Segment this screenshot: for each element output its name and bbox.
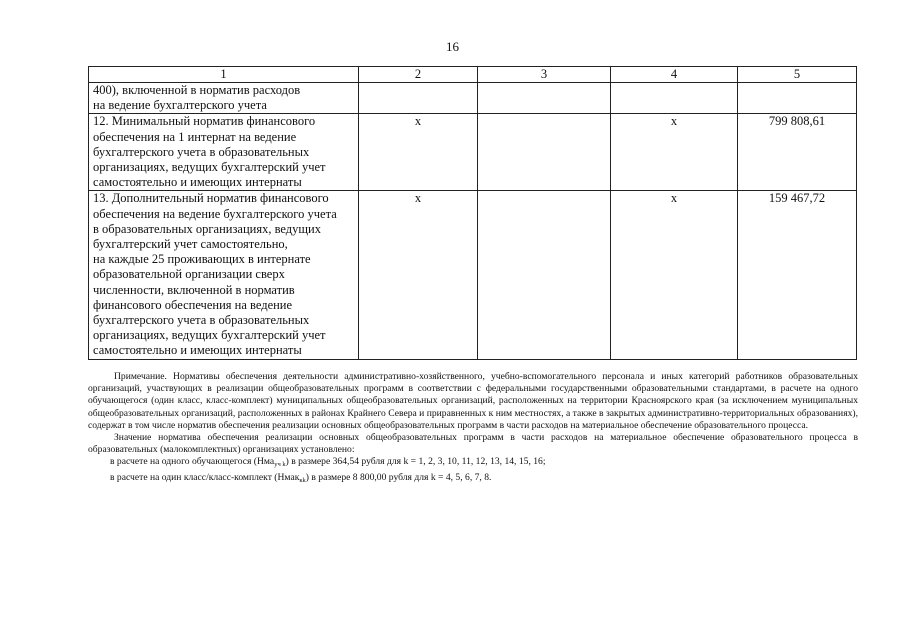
rate-text: в расчете на один класс/класс-комплект (Нмак xyxy=(110,471,300,483)
description-line: обеспечения на 1 интернат на ведение xyxy=(93,129,297,144)
header-col-5: 5 xyxy=(738,67,857,83)
cell-col-2 xyxy=(359,83,478,114)
cell-col-4: х xyxy=(611,191,738,359)
note-paragraph: Примечание. Нормативы обеспечения деятельности административно-хозяйственного, учебно-вспомогательного персонала и иных категорий работников образовательных организаций, участвующих в реализации общеобразовательных программ в соответствии с федеральными государственными образовательными стандартами, в расчете на одного обучающегося (один класс, класс-комплект) муниципальных общеобразовательных организаций, расположенных на территории Красноярского края (за исключением муниципальных общеобразовательных организаций, расположенных в районах Крайнего Севера и приравненных к ним местностях, а также в закрытых административно-территориальных образованиях), содержат в том числе норматив обеспечения реализации основных общеобразовательных программ в части расходов на материальное обеспечение образовательного процесса. xyxy=(88,371,858,431)
cell-col-5: 799 808,61 xyxy=(738,114,857,191)
cell-col-2: х xyxy=(359,114,478,191)
description-line: бухгалтерского учета в образовательных xyxy=(93,144,310,159)
row-description xyxy=(89,114,359,191)
description-line: 12. Минимальный норматив финансового xyxy=(93,114,316,129)
cell-col-5 xyxy=(738,83,857,114)
cell-col-5: 159 467,72 xyxy=(738,191,857,359)
description-line: организациях, ведущих бухгалтерский учет xyxy=(93,328,326,343)
header-col-4: 4 xyxy=(611,67,738,83)
rate-text: ) в размере 8 800,00 рубля для k = 4, 5, 6, 7, 8. xyxy=(305,471,492,483)
description-line: в образовательных организациях, ведущих xyxy=(93,221,321,236)
rate-subscript: уч k xyxy=(274,461,286,469)
table-header-row xyxy=(89,67,857,83)
header-col-2: 2 xyxy=(359,67,478,83)
cell-col-3 xyxy=(478,83,611,114)
norm-table xyxy=(88,66,857,360)
header-col-3: 3 xyxy=(478,67,611,83)
rate-subscript: кk xyxy=(299,476,306,484)
description-line: самостоятельно и имеющих интернаты xyxy=(93,175,302,190)
description-line: организациях, ведущих бухгалтерский учет xyxy=(93,160,326,175)
page-number: 16 xyxy=(446,39,459,54)
cell-col-4 xyxy=(611,83,738,114)
rate-text: ) в размере 364,54 рубля для k = 1, 2, 3, 10, 11, 12, 13, 14, 15, 16; xyxy=(285,456,546,468)
row-description xyxy=(89,191,359,359)
table-row xyxy=(89,114,857,191)
description-line: образовательной организации сверх xyxy=(93,267,285,282)
cell-col-2: х xyxy=(359,191,478,359)
note-block xyxy=(88,371,858,487)
note-paragraph: Значение норматива обеспечения реализации основных общеобразовательных программ в части расходов на материальное обеспечение образовательного процесса в образовательных (малокомплектных) организациях установлено: xyxy=(88,432,858,456)
rate-text: в расчете на одного обучающегося (Нма xyxy=(110,456,275,468)
cell-col-3 xyxy=(478,114,611,191)
header-col-1: 1 xyxy=(89,67,359,83)
description-line: бухгалтерский учет самостоятельно, xyxy=(93,237,288,252)
description-line: 13. Дополнительный норматив финансового xyxy=(93,191,329,206)
rate-per-class xyxy=(88,472,858,487)
table-row xyxy=(89,191,857,359)
row-description xyxy=(89,83,359,114)
cell-col-4: х xyxy=(611,114,738,191)
description-line: численности, включенной в норматив xyxy=(93,282,295,297)
description-line: обеспечения на ведение бухгалтерского учета xyxy=(93,206,337,221)
description-line: на каждые 25 проживающих в интернате xyxy=(93,252,311,267)
cell-col-3 xyxy=(478,191,611,359)
table-row xyxy=(89,83,857,114)
rate-per-student xyxy=(88,456,858,471)
description-line: самостоятельно и имеющих интернаты xyxy=(93,343,302,358)
description-line: 400), включенной в норматив расходов xyxy=(93,83,301,97)
description-line: финансового обеспечения на ведение xyxy=(93,297,293,312)
description-line: бухгалтерского учета в образовательных xyxy=(93,313,310,328)
description-line: на ведение бухгалтерского учета xyxy=(93,98,267,113)
